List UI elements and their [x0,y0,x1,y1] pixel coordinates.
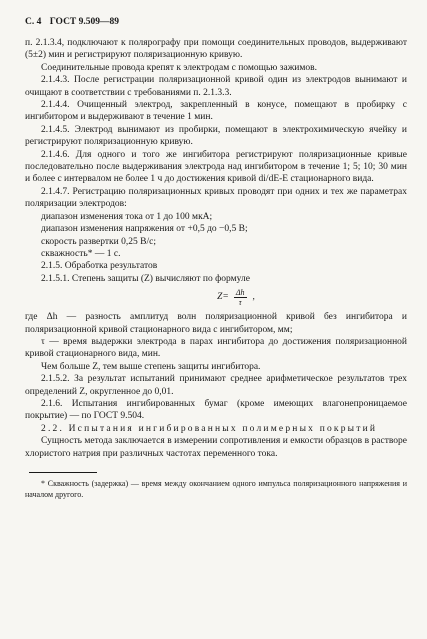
protection-formula [65,288,407,307]
param-sweep-rate: скорость развертки 0,25 В/с; [41,236,156,247]
paragraph: τ — время выдержки электрода в парах ингибитора до достижения поляризационной кривой стационарного вида, мин. [25,336,407,360]
param-current-range: диапазон изменения тока от 1 до 100 мкА; [41,211,213,222]
paragraph: Чем больше Z, тем выше степень защиты ингибитора. [41,361,261,372]
paragraph: 2.1.4.5. Электрод вынимают из пробирки, помещают в электрохимическую ячейку и регистрируют поляризационную кривую. [25,124,407,148]
footnote-divider [29,472,97,473]
formula-trail: , [252,292,255,303]
paragraph: Сущность метода заключается в измерении сопротивления и емкости образцов в растворе хлористого натрия при различных частотах переменного тока. [25,436,407,459]
paragraph: 2.1.4.7. Регистрацию поляризационных кривых проводят при одних и тех же параметрах поляризации электродов: [25,186,407,210]
body-text [25,37,407,460]
paragraph: 2.1.4.6. Для одного и того же ингибитора регистрируют поляризационные кривые последовательно после выдерживания электрода над ингибитором в течение 1; 5; 10; 30 мин и более с интервалом не более 1 ч до достижения кривой di/dE-E стационарного вида. [25,149,407,185]
formula-numerator: Δh [235,288,245,298]
paragraph: где Δh — разность амплитуд волн поляризационной кривой без ингибитора и поляризационной кривой стационарного вида с ингибитором, мм; [25,312,407,335]
paragraph: 2.1.5.1. Степень защиты (Z) вычисляют по формуле [41,273,250,284]
paragraph: 2.1.5.2. За результат испытаний принимают среднее арифметическое результатов трех определений Z, округленное до 0,01. [25,374,407,397]
paragraph: 2.1.4.3. После регистрации поляризационной кривой один из электродов вынимают и очищают в соответствии с требованиями п. 2.1.3.3. [25,75,407,98]
formula-lhs: Z= [217,292,229,303]
param-voltage-range: диапазон изменения напряжения от +0,5 до −0,5 В; [41,224,248,235]
footnote: * Скважность (задержка) — время между окончанием одного импульса поляризационного напряжения и началом другого. [25,479,407,499]
section-heading-spaced: 2.2. Испытания ингибированных полимерных покрытий [41,423,378,434]
page-number: С. 4 [25,17,42,27]
paragraph: 2.1.4.4. Очищенный электрод, закрепленный в конусе, помещают в пробирку с ингибитором и выдерживают в течение 1 мин. [25,100,407,123]
paragraph: 2.1.6. Испытания ингибированных бумаг (кроме имеющих влагонепроницаемое покрытие) — по ГОСТ 9.504. [25,398,407,422]
formula-denominator: τ [238,298,242,308]
paragraph: п. 2.1.3.4, подключают к полярографу при помощи соединительных проводов, выдерживают (5±2) мин и регистрируют поляризационную кривую. [25,38,407,61]
standard-code: ГОСТ 9.509—89 [49,17,120,27]
page-header [25,16,407,28]
param-duty: скважность* — 1 с. [41,248,121,259]
section-heading: 2.1.5. Обработка результатов [41,261,158,272]
formula-fraction [234,288,247,307]
paragraph: Соединительные провода крепят к электродам с помощью зажимов. [41,62,317,73]
